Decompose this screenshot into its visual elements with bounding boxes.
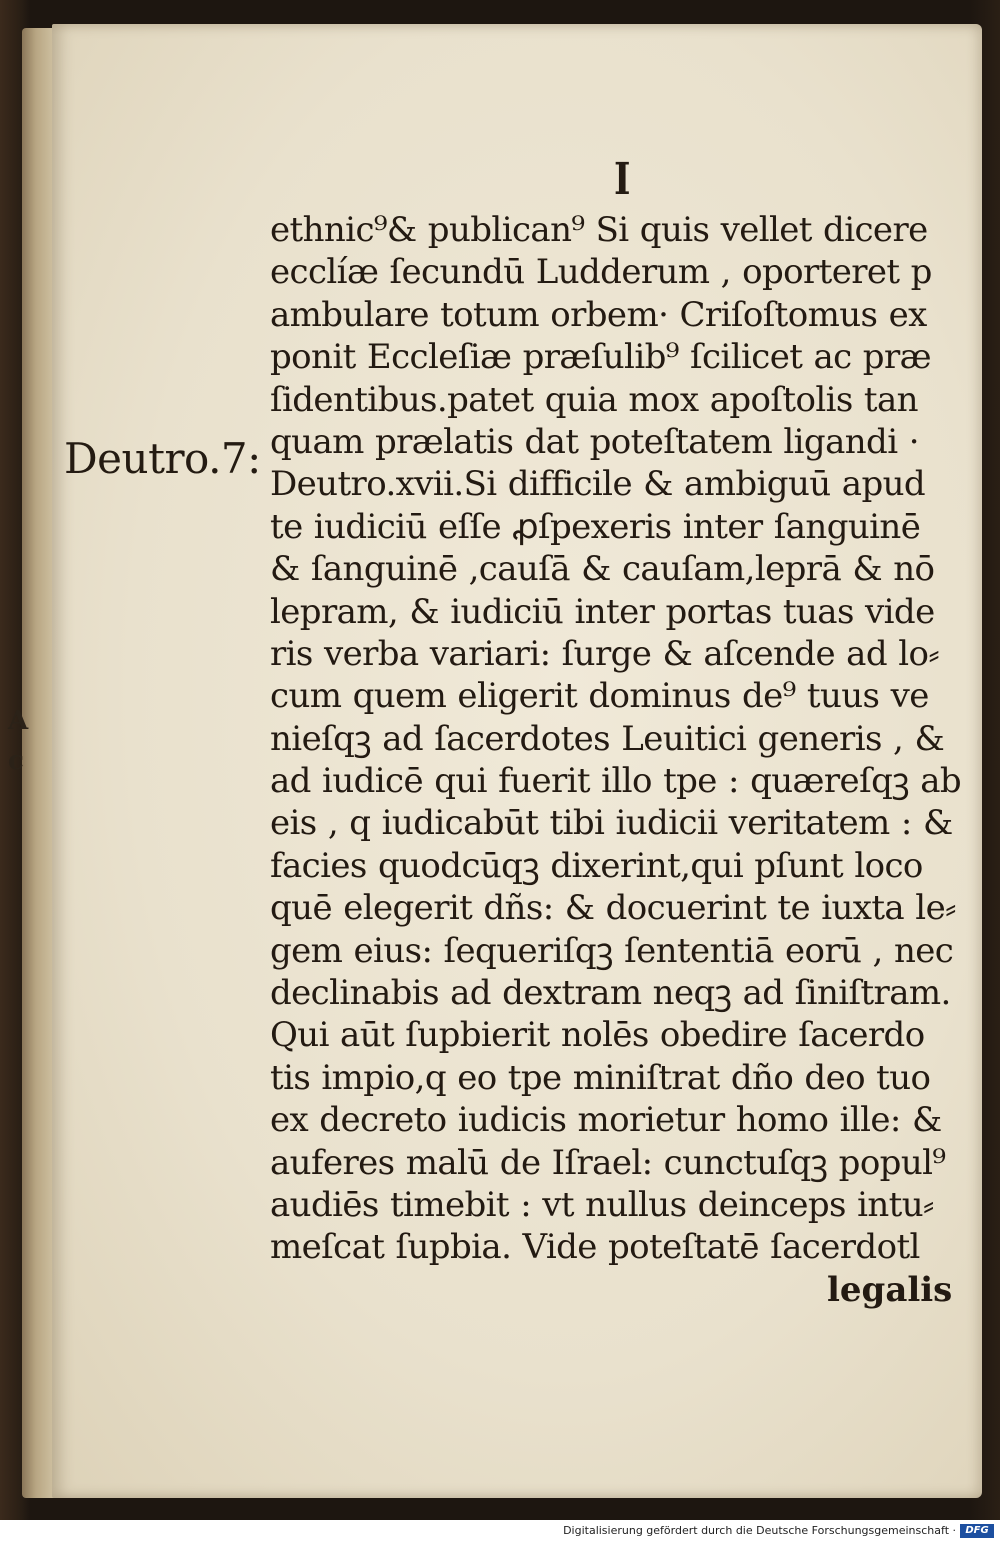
text-line: & ſanguinē ,cauſā & cauſam,leprā & nō xyxy=(270,549,935,590)
text-line: ex decreto iudicis morietur homo ille: & xyxy=(270,1100,942,1141)
text-line: ecclíæ ſecundū Ludderum , oporteret p xyxy=(270,252,932,293)
dfg-logo: DFG xyxy=(960,1524,994,1538)
text-line: facies quodcūqꝫ dixerint,qui pſunt loco xyxy=(270,845,923,886)
text-line: ponit Eccleſiæ præſulib⁹ ſcilicet ac præ xyxy=(270,337,931,378)
text-line: gem eius: ſequeriſqꝫ ſententiā eorū , nec xyxy=(270,930,954,971)
text-line: ris verba variari: ſurge & aſcende ad lo⸗ xyxy=(270,633,940,674)
text-line: declinabis ad dextram neqꝫ ad ſiniſtram. xyxy=(270,973,951,1014)
gutter-mark-c: c xyxy=(8,746,24,776)
catchword: legalis xyxy=(827,1270,953,1310)
text-line: ambulare totum orbem· Criſoſtomus ex xyxy=(270,294,927,335)
signature-mark: I xyxy=(614,154,631,205)
body-text xyxy=(270,209,960,1269)
text-line: eis , q iudicabūt tibi iudicii veritatem : & xyxy=(270,803,953,844)
book-page xyxy=(52,24,982,1498)
text-line: Qui aūt ſupbierit nolēs obedire ſacerdo xyxy=(270,1015,925,1056)
text-line: audiēs timebit : vt nullus deinceps intu⸗ xyxy=(270,1184,934,1225)
text-line: Deutro.xvii.Si difficile & ambiguū apud xyxy=(270,464,926,505)
text-line: cum quem eligerit dominus de⁹ tuus ve xyxy=(270,676,929,717)
footer-credit: Digitalisierung gefördert durch die Deutsche Forschungsgemeinschaft · xyxy=(563,1524,956,1537)
marginal-note: Deutro.7: xyxy=(64,434,261,483)
text-line: te iudiciū eſſe ꝓſpexeris inter ſanguinē xyxy=(270,506,921,547)
text-line: meſcat ſupbia. Vide poteſtatē ſacerdotl xyxy=(270,1227,920,1268)
text-line: ad iudicē qui fuerit illo tpe : quæreſqꝫ ab xyxy=(270,761,962,802)
text-line: tis impio,q eo tpe miniſtrat dño deo tuo xyxy=(270,1057,931,1098)
text-line: ethnic⁹& publican⁹ Si quis vellet dicere xyxy=(270,210,928,250)
text-line: nieſqꝫ ad ſacerdotes Leuitici generis , & xyxy=(270,718,945,759)
text-line: auferes malū de Iſrael: cunctuſqꝫ popul⁹ xyxy=(270,1142,946,1183)
text-line: ſidentibus.patet quia mox apoſtolis tan xyxy=(270,379,918,420)
gutter-mark-a: A xyxy=(8,706,29,736)
text-line: quam prælatis dat poteſtatem ligandi · xyxy=(270,421,919,462)
text-line: quē elegerit dñs: & docuerint te iuxta le⸗ xyxy=(270,888,956,929)
text-line: lepram, & iudiciū inter portas tuas vide xyxy=(270,591,935,632)
